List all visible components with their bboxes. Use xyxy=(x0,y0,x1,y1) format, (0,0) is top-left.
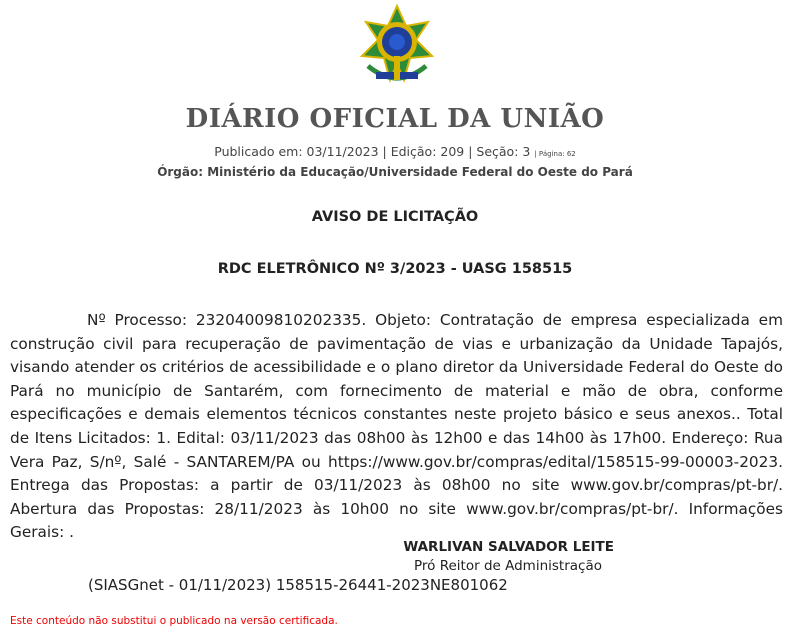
siasg-reference: (SIASGnet - 01/11/2023) 158515-26441-2023NE801062 xyxy=(88,576,508,594)
signatory-name: WARLIVAN SALVADOR LEITE xyxy=(403,539,614,555)
signatory-role: Pró Reitor de Administração xyxy=(414,558,602,574)
publication-info xyxy=(0,144,790,159)
organ: Órgão: Ministério da Educação/Universidade Federal do Oeste do Pará xyxy=(157,165,633,179)
document-heading: AVISO DE LICITAÇÃO xyxy=(311,209,479,225)
document-subheading: RDC ELETRÔNICO Nº 3/2023 - UASG 158515 xyxy=(217,261,573,277)
page-title: DIÁRIO OFICIAL DA UNIÃO xyxy=(185,104,605,134)
disclaimer: Este conteúdo não substitui o publicado na versão certificada. xyxy=(10,615,338,627)
brazil-coat-of-arms-icon xyxy=(354,4,440,88)
page-number: | Página: 62 xyxy=(534,150,576,158)
publication-date: Publicado em: 03/11/2023 | Edição: 209 | Seção: 3 xyxy=(214,144,531,159)
document-body: Nº Processo: 23204009810202335. Objeto: Contratação de empresa especializada em construção civil para recuperação de pavimentação de vias e urbanização da Unidade Tapajós, visando atender os critérios de acessibilidade e o plano diretor da Universidade Federal do Oeste do Pará no município de Santarém, com fornecimento de material e mão de obra, conforme especificações e demais elementos técnicos constantes neste projeto básico e seus anexos.. Total de Itens Licitados: 1. Edital: 03/11/2023 das 08h00 às 12h00 e das 14h00 às 17h00. Endereço: Rua Vera Paz, S/nº, Salé - SANTAREM/PA ou https://www.gov.br/compras/edital/158515-99-00003-2023. Entrega das Propostas: a partir de 03/11/2023 às 08h00 no site www.gov.br/compras/pt-br/. Abertura das Propostas: 28/11/2023 às 10h00 no site www.gov.br/compras/pt-br/. Informações Gerais: . xyxy=(10,311,783,542)
